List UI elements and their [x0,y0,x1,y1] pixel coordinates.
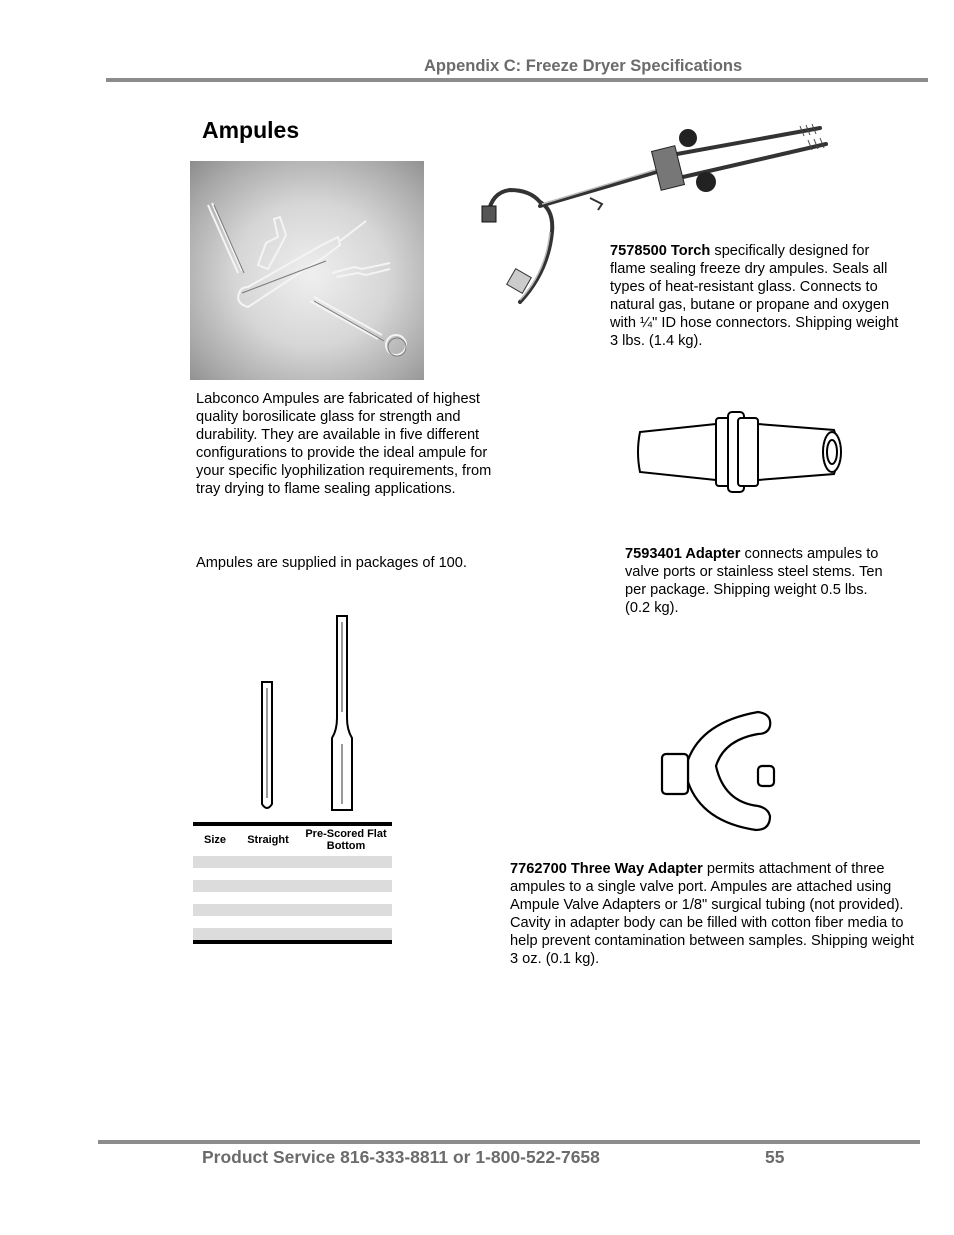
torch-description-text: specifically designed for flame sealing freeze dry ampules. Seals all types of heat-resistant glass. Connects to natural gas, butane or propane and oxygen with ¼" ID hose connectors. Shipping weight 3 lbs. (1.4 kg). [610,243,899,349]
footer-product-service: Product Service 816-333-8811 or 1-800-522-7658 [202,1147,600,1167]
three-way-adapter-description [510,860,916,968]
table-header-row [193,826,392,856]
torch-part-number: 7578500 Torch [610,243,711,259]
table-row [193,904,392,916]
three-way-adapter-description-text: permits attachment of three ampules to a single valve port. Ampules are attached using Ampule Valve Adapters or 1/8" surgical tubing (not provided). Cavity in adapter body can be filled with cotton fiber media to help prevent contamination between samples. Shipping weight 3 oz. (0.1 kg). [510,861,915,967]
three-way-adapter-part-number: 7762700 Three Way Adapter [510,861,703,877]
adapter-illustration [634,408,854,498]
adapter-description-text: connects ampules to valve ports or stainless steel stems. Ten per package. Shipping weight 0.5 lbs. (0.2 kg). [625,546,883,616]
page-title: Ampules [202,117,300,143]
torch-description [610,242,906,350]
ampule-line-drawings [250,612,370,812]
ampules-description: Labconco Ampules are fabricated of highest quality borosilicate glass for strength and durability. They are available in five different configurations to provide the ideal ampule for your specific lyophilization requirements, from tray drying to flame sealing applications. [196,391,492,497]
ampules-photo [190,161,424,380]
footer-rule [98,1140,920,1144]
table-header-size: Size [203,834,226,846]
header-rule [106,78,928,82]
table-row [193,928,392,940]
adapter-part-number: 7593401 Adapter [625,546,741,562]
table-row [193,916,392,928]
table-row [193,880,392,892]
table-bottom-rule [193,940,392,944]
table-row [193,868,392,880]
ampule-size-table [193,822,392,944]
three-way-adapter-illustration [654,706,784,836]
table-header-straight: Straight [247,834,289,846]
ampules-photo-drawing [190,161,424,380]
adapter-description [625,545,891,617]
table-row [193,892,392,904]
ampules-packaging-note: Ampules are supplied in packages of 100. [196,555,467,571]
table-row [193,856,392,868]
footer-page-number: 55 [765,1147,785,1167]
header-title: Appendix C: Freeze Dryer Specifications [424,57,743,75]
table-header-pre-scored: Pre-Scored Flat Bottom [305,828,387,852]
